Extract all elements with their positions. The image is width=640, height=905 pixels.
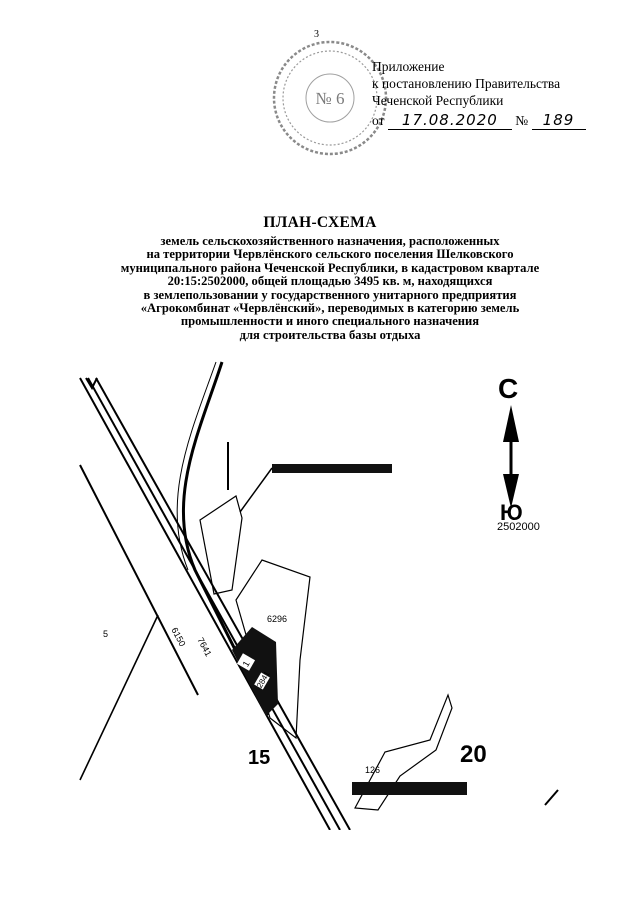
cadastral-map	[0, 350, 640, 830]
label-1: 1	[240, 659, 252, 669]
decree-date: 17.08.2020	[388, 112, 512, 130]
subtitle-line: в землепользовании у государственного унитарного предприятия	[143, 287, 517, 302]
subtitle-line: «Агрокомбинат «Червлёнский», переводимых в категорию земель	[140, 301, 520, 316]
subtitle-line: земель сельскохозяйственного назначения, расположенных	[160, 234, 500, 248]
appendix-date-line	[372, 112, 632, 130]
stamp-number: № 6	[315, 89, 345, 108]
parcel-target	[232, 627, 278, 716]
decree-number: 189	[532, 112, 586, 130]
label-7641: 7641	[195, 635, 214, 659]
page-number: 3	[314, 29, 319, 40]
appendix-decree: к постановлению Правительства	[372, 76, 561, 91]
label-2841: 2841	[255, 669, 272, 690]
number-prefix: №	[515, 113, 529, 128]
north-label: С	[498, 373, 519, 404]
subtitle-line: промышленности и иного специального назначения	[180, 314, 480, 329]
appendix-republic: Чеченской Республики	[372, 93, 504, 108]
label-6150: 6150	[169, 625, 188, 649]
appendix-title: Приложение	[372, 59, 445, 74]
document-title: ПЛАН-СХЕМА	[263, 214, 377, 231]
boundary-line	[80, 615, 158, 780]
redacted-street	[352, 782, 467, 795]
quarter-number: 2502000	[497, 521, 540, 533]
north-arrow	[498, 373, 523, 525]
appendix-block	[372, 58, 632, 130]
document-subtitle	[60, 235, 600, 342]
label-15: 15	[248, 747, 271, 769]
date-prefix: от	[372, 113, 385, 128]
redacted-label	[272, 464, 392, 473]
label-126: 126	[365, 765, 381, 775]
parcel-polygon	[200, 496, 242, 594]
label-20: 20	[460, 741, 487, 768]
label-5: 5	[103, 629, 109, 639]
road-lines	[80, 378, 350, 830]
subtitle-line: муниципального района Чеченской Республики, в кадастровом квартале	[120, 260, 540, 275]
subtitle-line: на территории Червлёнского сельского поселения Шелковского	[146, 247, 514, 262]
south-label: Ю	[500, 500, 523, 525]
subtitle-line: 20:15:2502000, общей площадью 3495 кв. м, находящихся	[167, 274, 493, 289]
label-6296: 6296	[267, 614, 288, 624]
subtitle-line: для строительства базы отдыха	[239, 327, 421, 342]
